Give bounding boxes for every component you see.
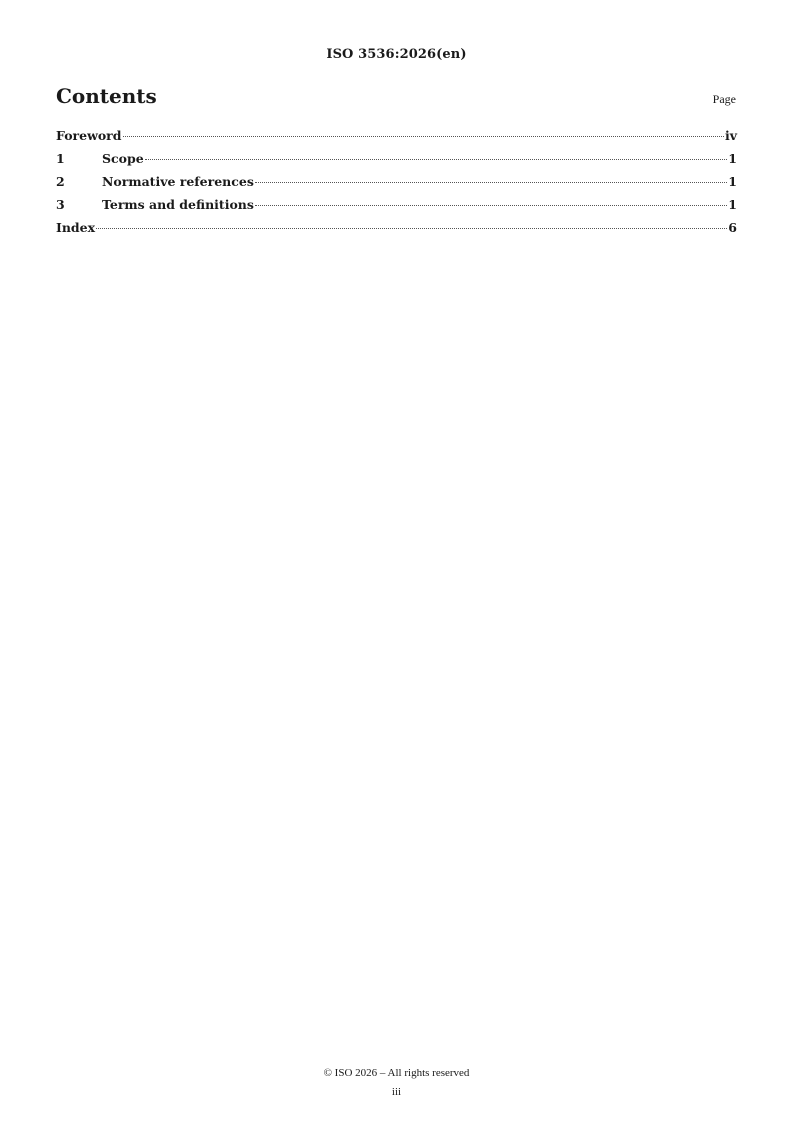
- footer-copyright: © ISO 2026 – All rights reserved: [323, 1067, 470, 1079]
- toc-entry-page: 1: [728, 151, 737, 166]
- toc-entry-title: Normative references: [102, 174, 254, 189]
- toc-entry-number: 3: [56, 197, 65, 212]
- toc-leader-dots: [96, 228, 727, 229]
- toc-entry-page: 6: [728, 220, 737, 235]
- toc-entry-title: Foreword: [56, 128, 122, 143]
- toc-leader-dots: [123, 136, 724, 137]
- toc-entry-normative-references[interactable]: [56, 174, 737, 197]
- toc-entry-terms-and-definitions[interactable]: [56, 197, 737, 220]
- toc-leader-dots: [255, 205, 727, 206]
- toc-entry-number: 1: [56, 151, 65, 166]
- document-id: ISO 3536:2026(en): [326, 47, 467, 62]
- toc-entry-scope[interactable]: [56, 151, 737, 174]
- toc-entry-title: Index: [56, 220, 96, 235]
- toc-entry-title: Terms and definitions: [102, 197, 254, 212]
- toc-entry-number: 2: [56, 174, 65, 189]
- toc-leader-dots: [145, 159, 728, 160]
- footer-page-number: iii: [391, 1086, 402, 1098]
- page-column-label: Page: [712, 92, 736, 106]
- contents-heading: Contents: [56, 84, 157, 108]
- toc-entry-foreword[interactable]: [56, 128, 737, 151]
- toc-leader-dots: [255, 182, 727, 183]
- toc-entry-title: Scope: [102, 151, 144, 166]
- toc-entry-page: iv: [724, 128, 737, 143]
- toc-entry-page: 1: [728, 197, 737, 212]
- toc-entry-page: 1: [728, 174, 737, 189]
- table-of-contents: [56, 128, 737, 243]
- toc-entry-index[interactable]: [56, 220, 737, 243]
